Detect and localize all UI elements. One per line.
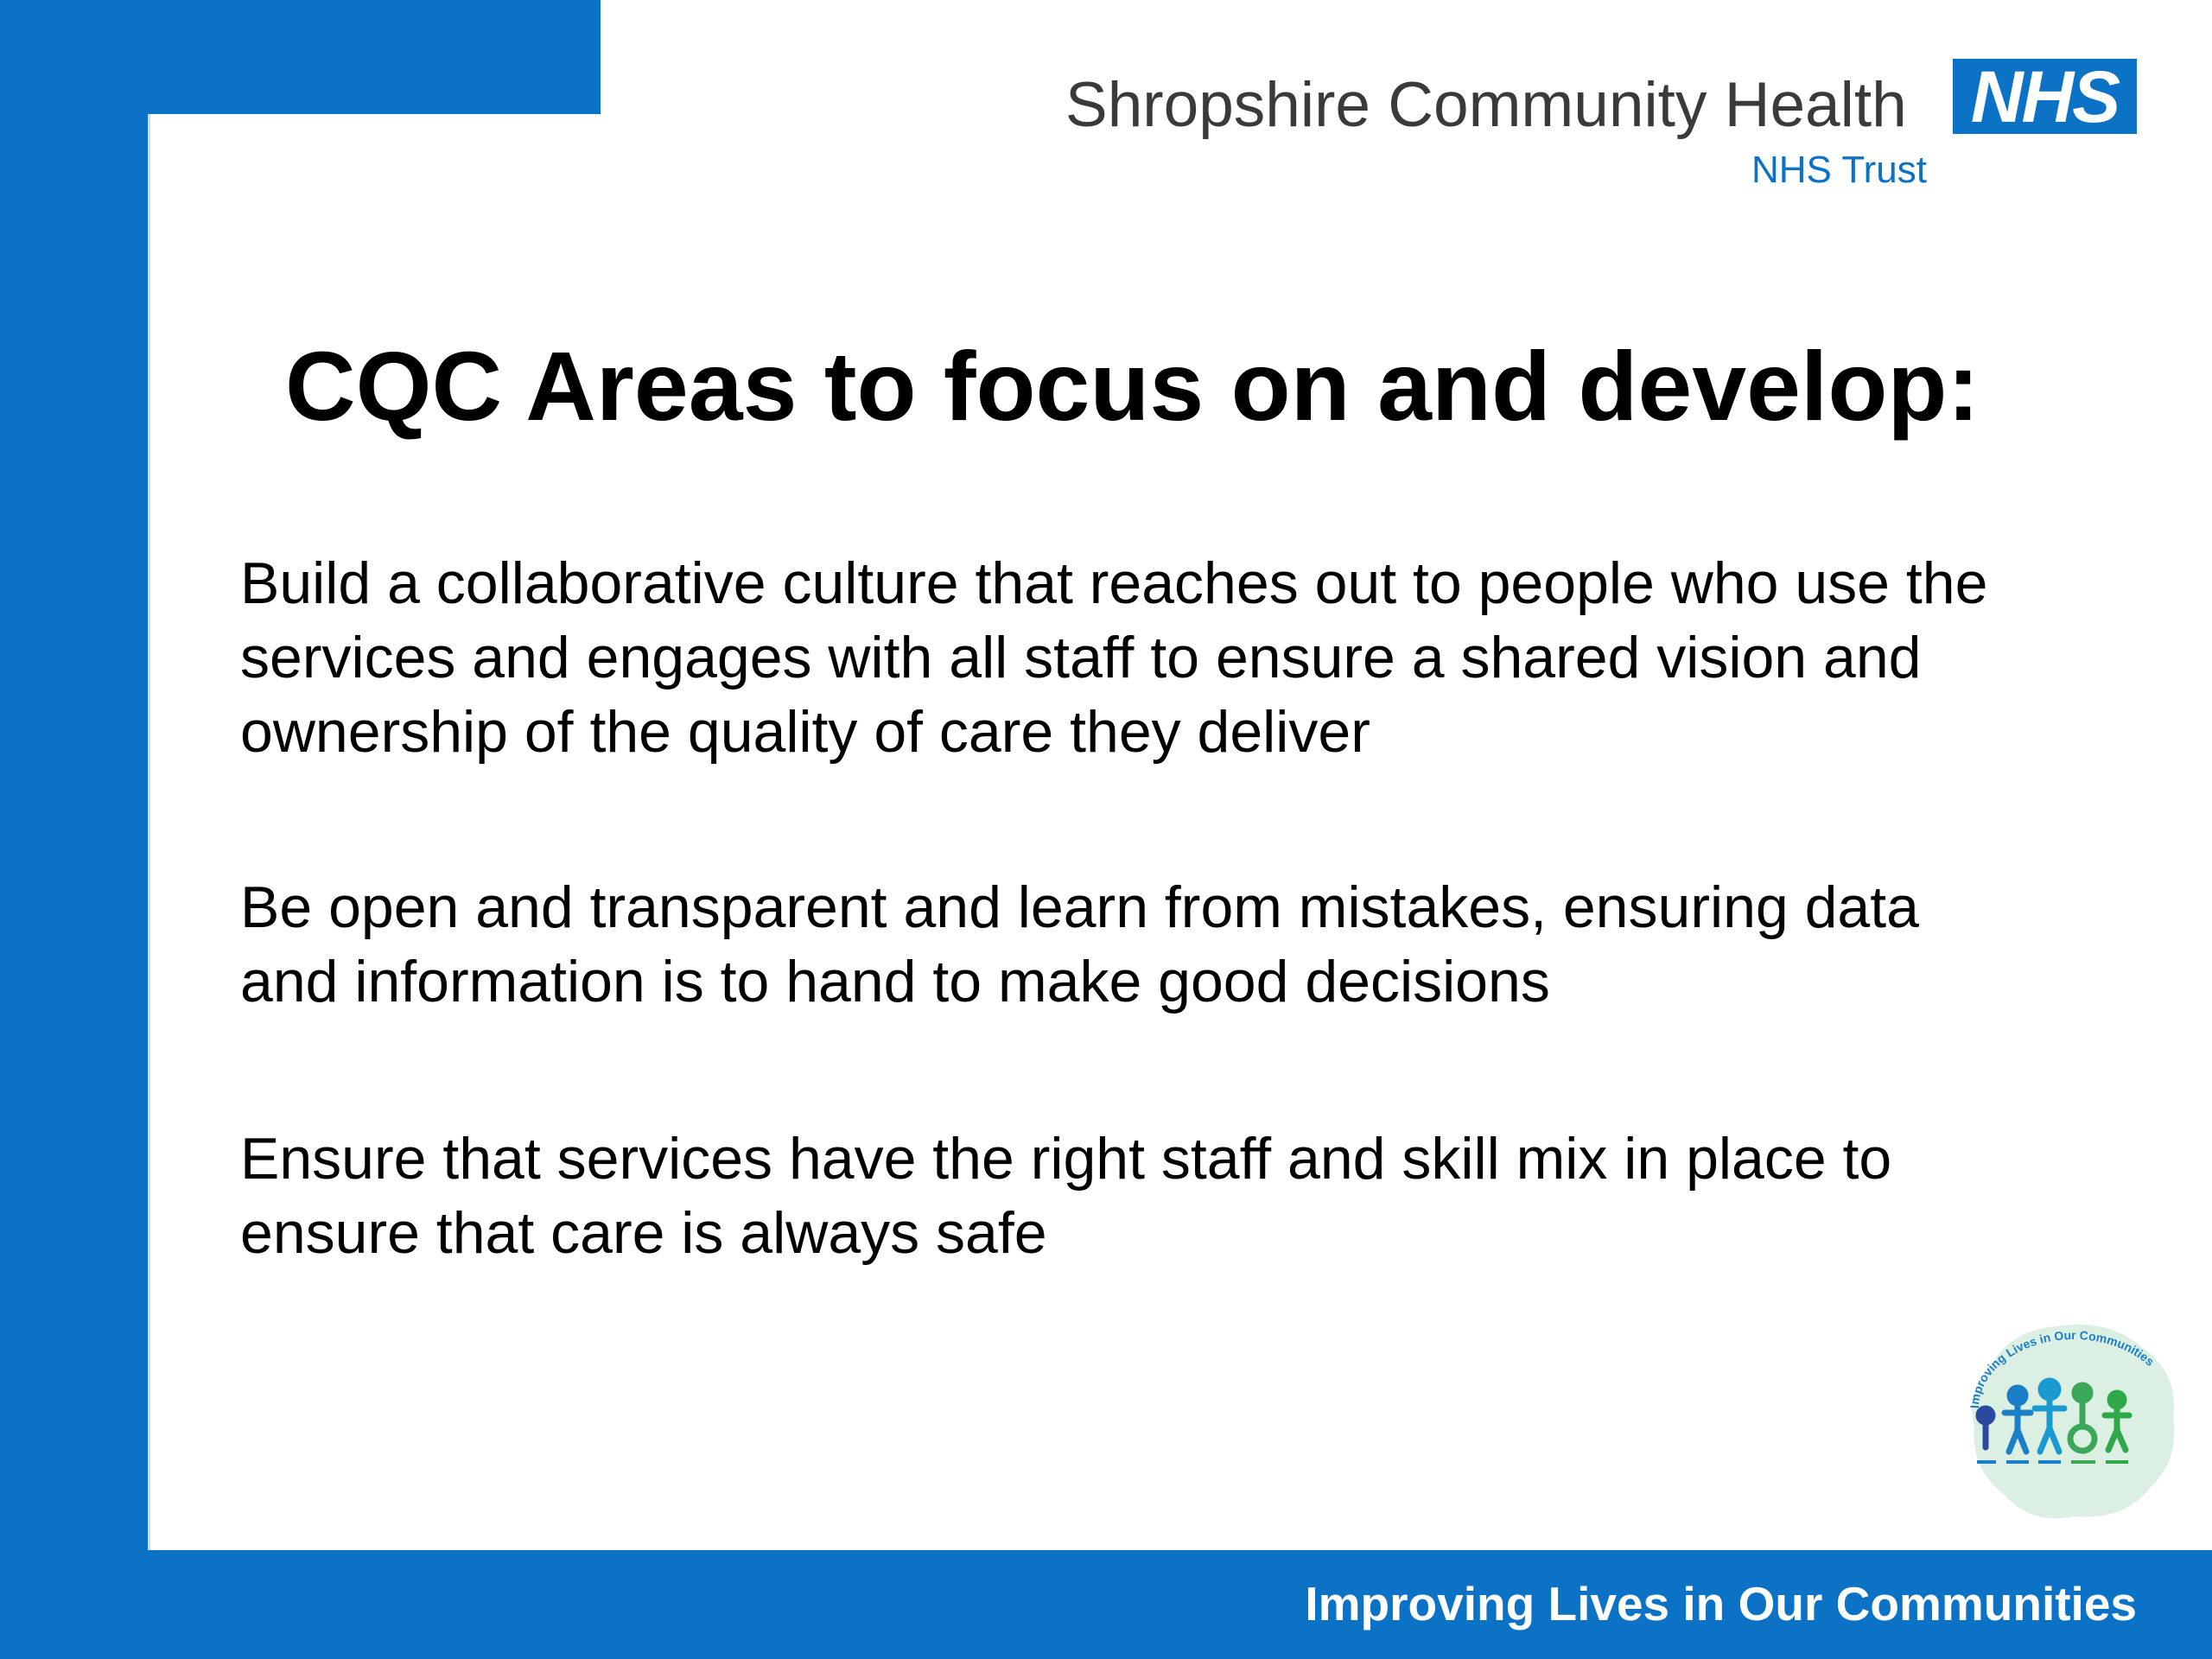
community-people-icon bbox=[1953, 1313, 2186, 1529]
footer-tagline: Improving Lives in Our Communities bbox=[1305, 1577, 2137, 1630]
left-divider bbox=[148, 0, 150, 1659]
community-logo-ring-text: Improving Lives in Our Communities bbox=[1967, 1327, 2158, 1409]
top-accent-block bbox=[148, 0, 601, 114]
paragraph-1: Build a collaborative culture that reaches out to people who use the services and engages with all staff to ensure a shared vision and ownership of the quality of care they deliver bbox=[240, 550, 1988, 765]
nhs-logo-text: NHS bbox=[1970, 55, 2120, 137]
slide-title: CQC Areas to focus on and develop: bbox=[285, 332, 1980, 441]
paragraph-3: Ensure that services have the right staff and skill mix in place to ensure that care is always safe bbox=[240, 1126, 1892, 1266]
nhs-logo bbox=[1953, 55, 2137, 137]
org-name: Shropshire Community Health bbox=[1065, 70, 1907, 140]
left-accent-bar bbox=[0, 0, 148, 1659]
org-trust: NHS Trust bbox=[1751, 149, 1927, 191]
paragraph-2: Be open and transparent and learn from mistakes, ensuring data and information is to hand to make good decisions bbox=[240, 874, 1919, 1014]
